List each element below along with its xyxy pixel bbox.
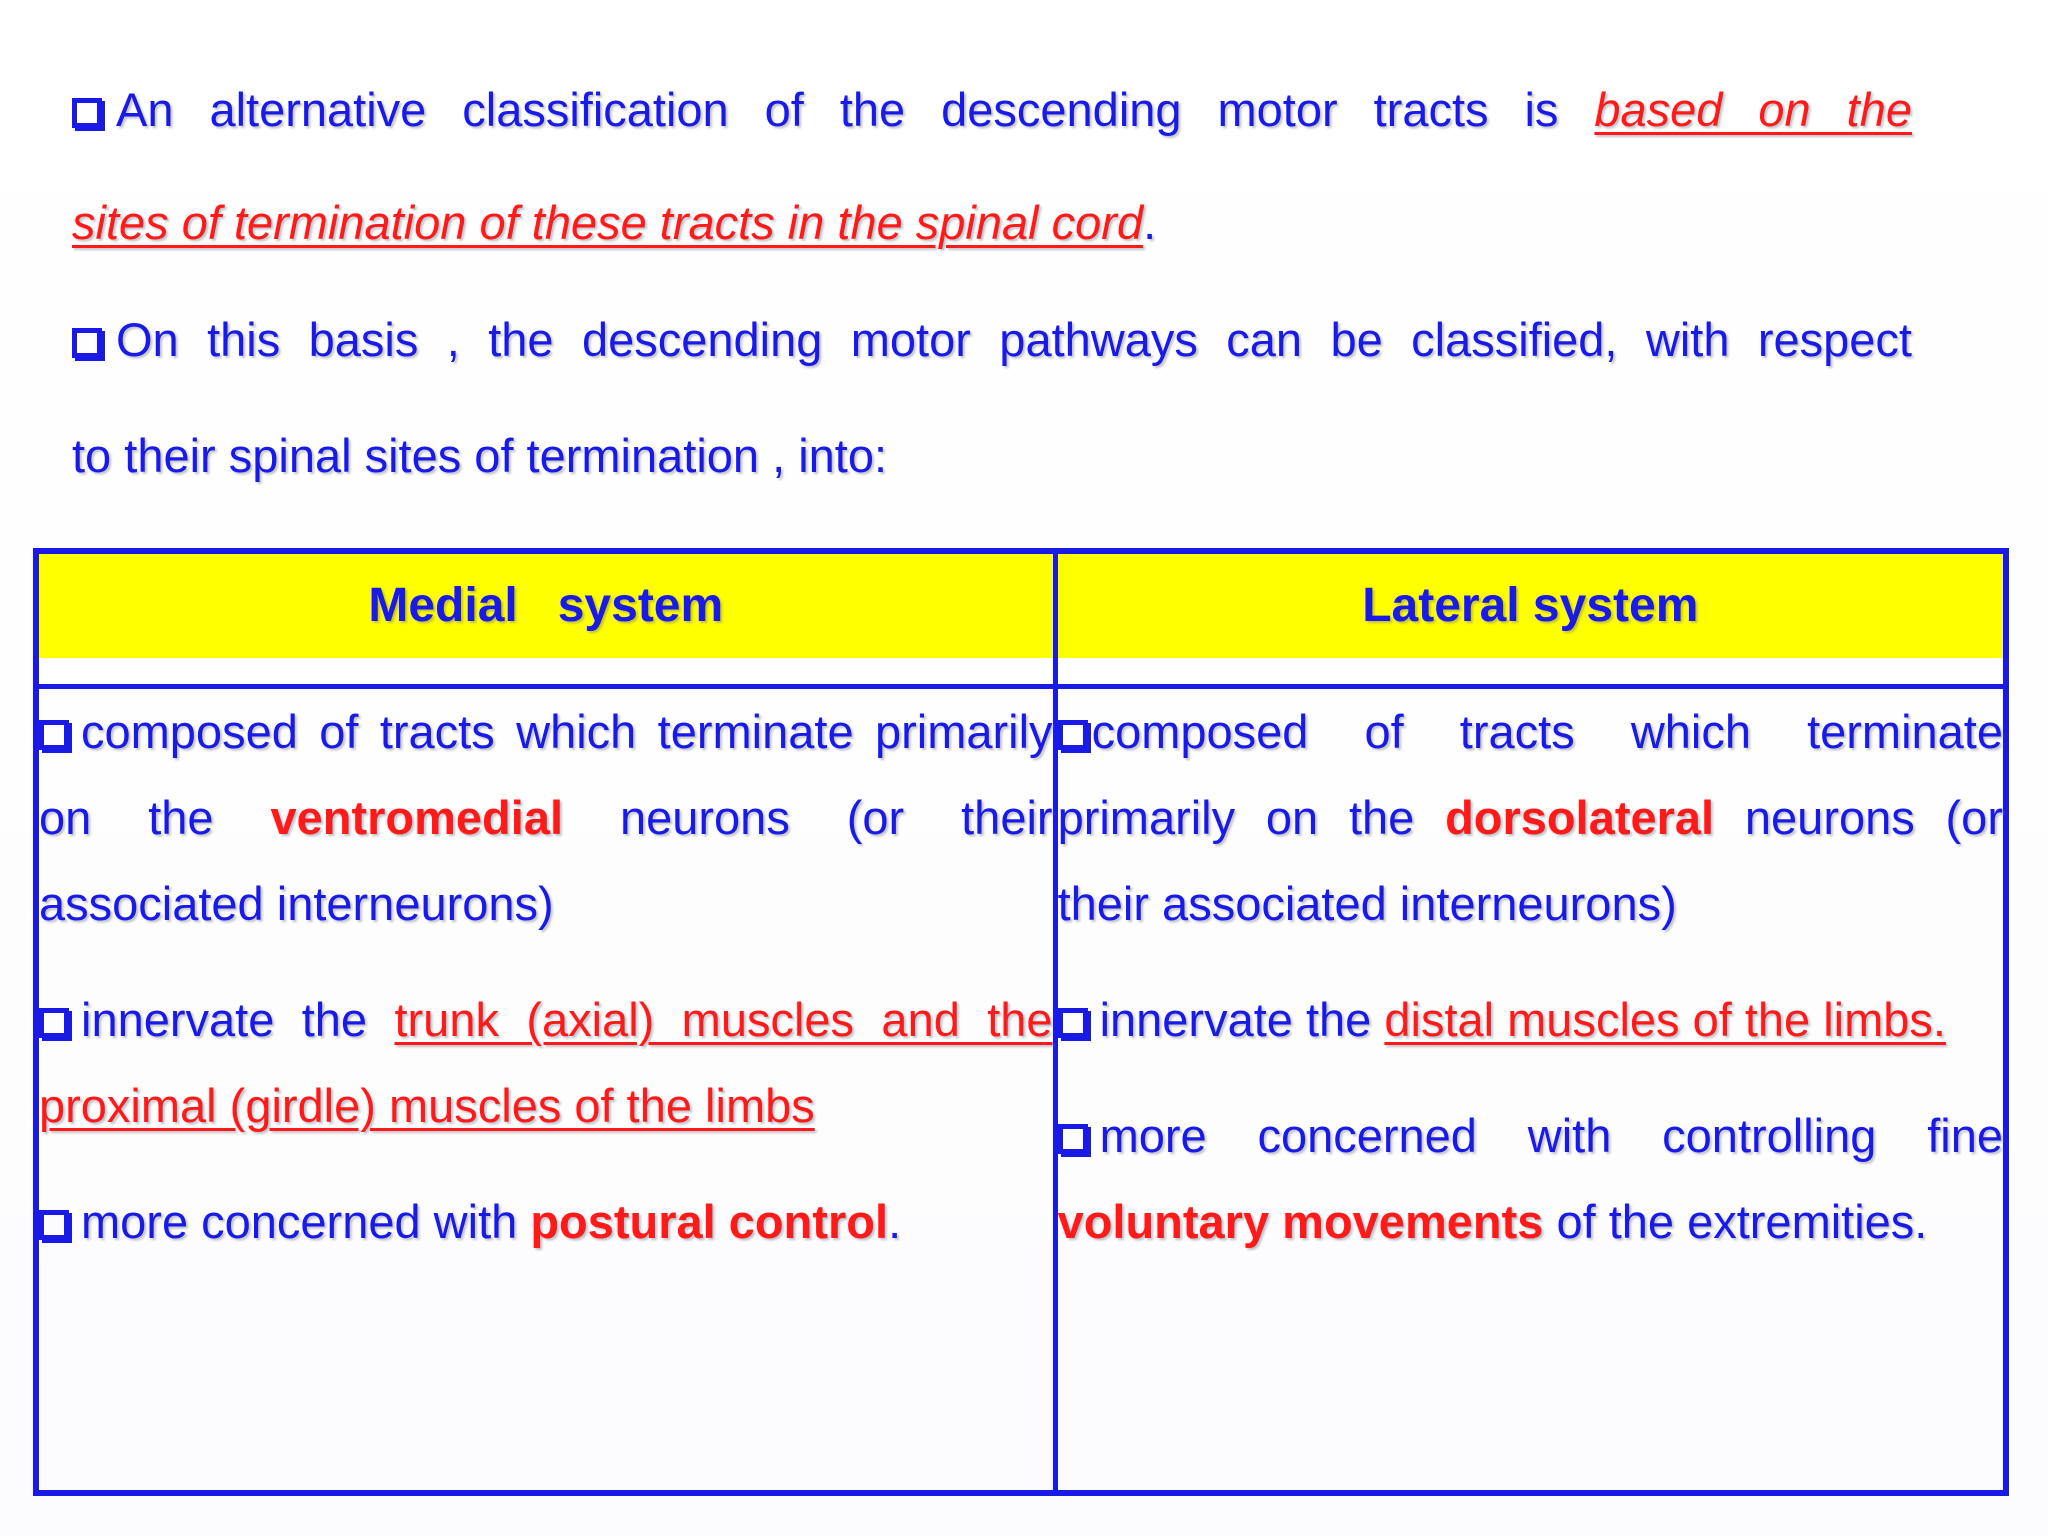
medial-item-2-emphasis: trunk (axial) muscles and the proximal (girdle) muscles of the limbs: [39, 993, 1053, 1132]
medial-item-2: [39, 977, 1053, 1149]
checkbox-bullet-icon: [72, 328, 102, 358]
lateral-item-1: [1058, 689, 2003, 947]
intro-p1-highlight-b: sites of termination of these tracts in the spinal cord: [72, 196, 1144, 249]
checkbox-bullet-icon: [1058, 1008, 1088, 1038]
intro-paragraph-1-line-2: [72, 193, 1912, 253]
medial-item-3: [39, 1179, 1053, 1265]
medial-item-1-text: composed of tracts which terminate primarily on the: [39, 705, 1053, 844]
lateral-item-2: [1058, 977, 2003, 1063]
medial-item-3-end: .: [888, 1195, 902, 1248]
checkbox-bullet-icon: [39, 1008, 69, 1038]
header-lateral: [1055, 551, 2006, 687]
intro-p1-text: An alternative classification of the descending motor tracts is: [116, 83, 1559, 136]
medial-item-1-post: neurons (or their associated interneurons): [39, 791, 1053, 930]
lateral-item-3: [1058, 1093, 2003, 1265]
checkbox-bullet-icon: [39, 720, 69, 750]
medial-item-3-text: more concerned with: [81, 1195, 518, 1248]
medial-item-2-text: innervate the: [81, 993, 368, 1046]
systems-table: [33, 548, 2009, 1496]
checkbox-bullet-icon: [1058, 720, 1088, 750]
header-lateral-label: Lateral system: [1058, 554, 2003, 658]
header-medial-label: Medial system: [39, 554, 1053, 658]
lateral-cell: [1055, 687, 2006, 1494]
checkbox-bullet-icon: [72, 98, 102, 128]
checkbox-bullet-icon: [39, 1210, 69, 1240]
lateral-item-2-emphasis: distal muscles of the limbs.: [1384, 993, 1946, 1046]
lateral-item-1-text: composed of tracts which terminate primarily on the: [1057, 705, 2003, 844]
header-row: [36, 551, 2006, 687]
intro-p1-highlight-a: based on the: [1594, 83, 1912, 136]
intro-paragraph-1-line-1: [72, 80, 1912, 140]
lateral-item-2-text: innervate the: [1099, 993, 1372, 1046]
lateral-item-3-emphasis: voluntary movements: [1057, 1195, 1544, 1248]
intro-paragraph-2-line-1: [72, 310, 1912, 370]
intro-p1-end: .: [1143, 196, 1157, 249]
intro-paragraph-2-line-2: [72, 426, 1912, 486]
lateral-item-3-post: of the extremities.: [1556, 1195, 1928, 1248]
medial-item-1: [39, 689, 1053, 947]
medial-cell: [36, 687, 1055, 1494]
lateral-item-3-text: more concerned with controlling fine: [1099, 1109, 2003, 1162]
medial-item-3-emphasis: postural control: [530, 1195, 889, 1248]
checkbox-bullet-icon: [1058, 1124, 1088, 1154]
lateral-item-1-emphasis: dorsolateral: [1445, 791, 1715, 844]
intro-p2-line-b: to their spinal sites of termination , into:: [72, 429, 888, 482]
content-row: [36, 687, 2006, 1494]
lateral-item-1-post: neurons (or their associated interneurons): [1057, 791, 2003, 930]
medial-item-1-emphasis: ventromedial: [270, 791, 564, 844]
intro-p2-line-a: On this basis , the descending motor pathways can be classified, with respect: [116, 313, 1912, 366]
header-medial: [36, 551, 1055, 687]
